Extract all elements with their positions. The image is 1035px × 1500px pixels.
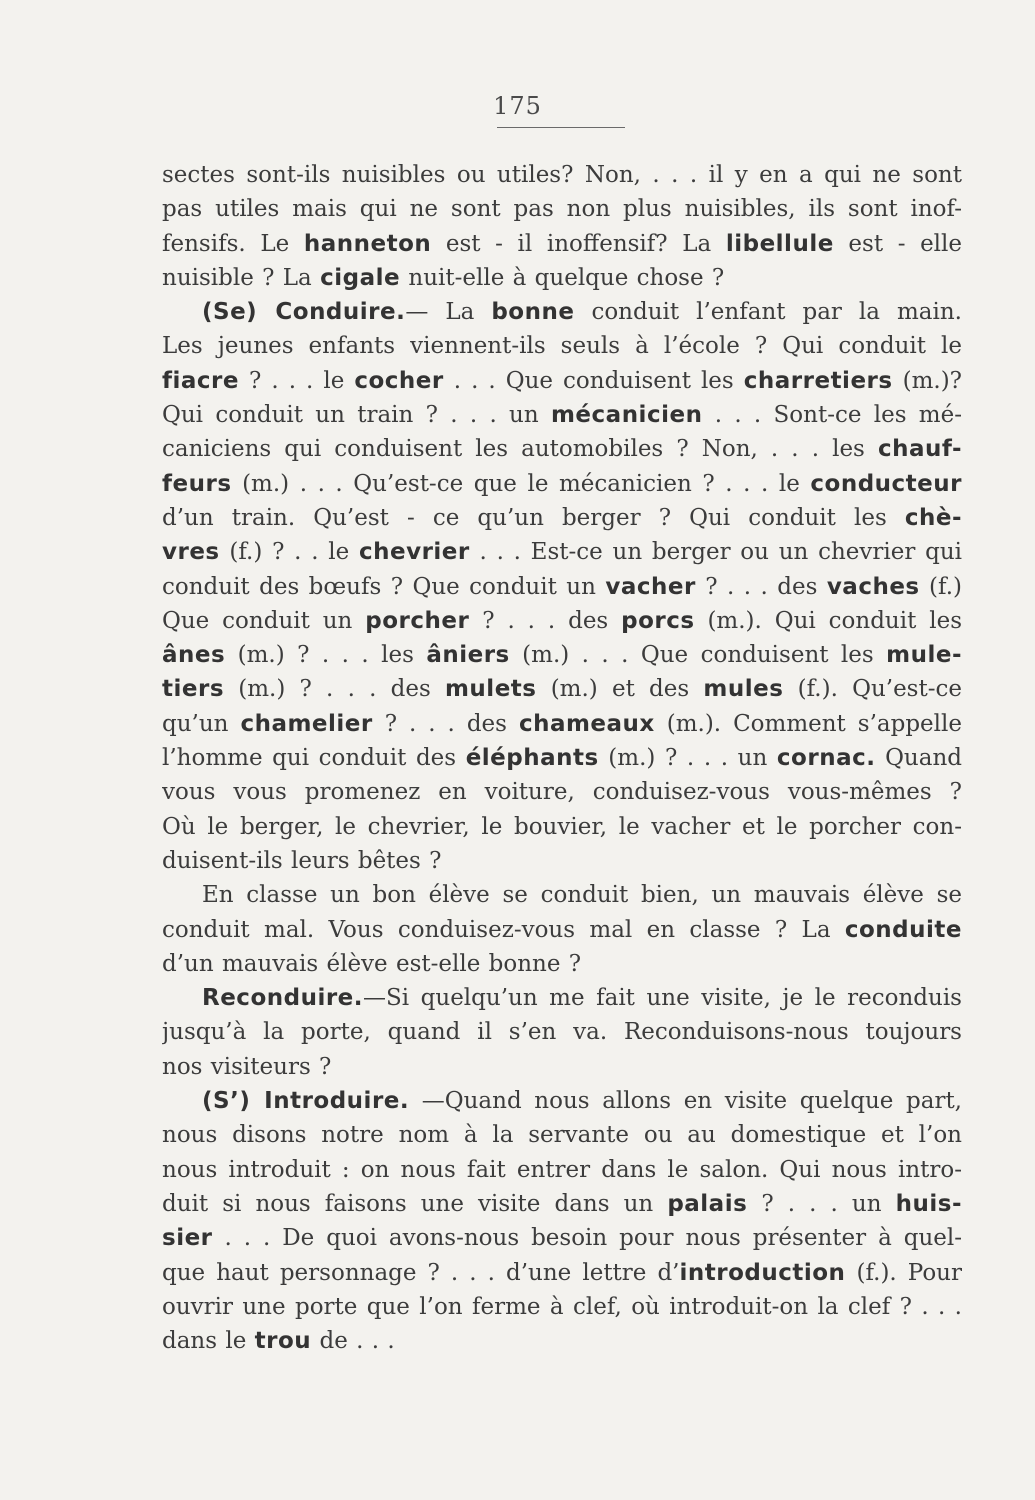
bold-term: (S’) Introduire. [202,1088,410,1115]
bold-term: cocher [354,367,444,394]
bold-term: chè- [904,504,962,531]
text-line [162,1153,962,1187]
text-run: Où le berger, le chevrier, le bouvier, le vacher et le porcher con- [162,813,962,840]
text-run: (m.) . . . Que conduisent les [509,642,887,669]
bold-term: hanneton [303,230,432,257]
text-run: d’un train. Qu’est - ce qu’un berger ? Qui conduit les [162,504,905,531]
bold-term: mules [703,676,784,703]
bold-term: tiers [162,676,225,703]
text-run: Qui conduit un train ? . . . un [162,402,551,429]
text-run: de . . . [311,1328,395,1355]
text-line [162,501,962,535]
bold-term: chamelier [240,710,373,737]
text-run: (m.). Comment s’appelle [654,710,962,737]
text-run: conduit l’enfant par la main. [574,299,962,326]
text-line [162,741,962,775]
bold-term: palais [667,1190,748,1217]
text-run: Les jeunes enfants viennent-ils seuls à l’école ? Qui conduit le [162,333,962,360]
text-line [162,295,962,329]
text-run: conduit des bœufs ? Que conduit un [162,573,606,600]
bold-term: mule- [886,642,962,669]
body-text [162,158,962,1358]
text-line [162,1050,962,1084]
text-line [162,1084,962,1118]
bold-term: conducteur [810,470,962,497]
text-line [162,981,962,1015]
bold-term: trou [254,1328,312,1355]
text-line [162,947,962,981]
text-run: nos visiteurs ? [162,1053,332,1080]
text-line [162,1187,962,1221]
bold-term: chevrier [358,539,470,566]
bold-term: charretiers [743,367,893,394]
text-run: (m.) . . . Qu’est-ce que le mécanicien ? . . . le [231,470,811,497]
text-line [162,913,962,947]
bold-term: chauf- [877,436,962,463]
bold-term: fiacre [162,367,239,394]
text-run: nous introduit : on nous fait entrer dans le salon. Qui nous intro- [162,1156,962,1183]
text-line [162,1324,962,1358]
text-run: que haut personnage ? . . . d’une lettre d’ [162,1259,680,1286]
text-run: dans le [162,1328,255,1355]
text-run: fensifs. Le [162,230,304,257]
text-run: vous vous promenez en voiture, conduisez-vous vous-mêmes ? [162,779,962,806]
text-line [162,398,962,432]
bold-term: vacher [605,573,696,600]
text-line [162,1290,962,1324]
text-line [162,707,962,741]
text-run: (f.). Qu’est-ce [783,676,962,703]
text-line [162,1015,962,1049]
text-run: pas utiles mais qui ne sont pas non plus nuisibles, ils sont inof- [162,196,962,223]
text-run: (m.) ? . . . les [225,642,427,669]
text-run: (m.) ? . . . des [224,676,445,703]
text-run: (f.). Pour [845,1259,962,1286]
text-run: . . . Est-ce un berger ou un chevrier qui [469,539,962,566]
text-run: (f.) [919,573,962,600]
text-line [162,364,962,398]
text-run: est - elle [833,230,962,257]
text-line [162,672,962,706]
bold-term: (Se) Conduire. [202,299,406,326]
text-line [162,1118,962,1152]
text-line [162,638,962,672]
text-run: Que conduit un [162,607,366,634]
bold-term: âniers [426,642,510,669]
bold-term: éléphants [465,745,599,772]
text-run: duit si nous faisons une visite dans un [162,1190,668,1217]
text-run: ? . . . des [695,573,827,600]
bold-term: ânes [162,642,226,669]
bold-term: mulets [444,676,537,703]
text-run: est - il inoffensif? La [431,230,726,257]
bold-term: vres [162,539,220,566]
text-line [162,570,962,604]
bold-term: Reconduire. [202,985,364,1012]
text-run: . . . Sont-ce les mé- [702,402,962,429]
text-line [162,467,962,501]
text-run: nuisible ? La [162,264,321,291]
bold-term: cigale [320,264,401,291]
bold-term: chameaux [518,710,655,737]
text-run: nous disons notre nom à la servante ou au domestique et l’on [162,1122,962,1149]
text-line [162,604,962,638]
header-rule [497,127,625,128]
text-run: nuit-elle à quelque chose ? [400,264,725,291]
bold-term: sier [162,1225,213,1252]
text-line [162,158,962,192]
bold-term: introduction [679,1259,846,1286]
text-line [162,535,962,569]
text-line [162,227,962,261]
text-line [162,844,962,878]
text-line [162,261,962,295]
bold-term: feurs [162,470,232,497]
text-line [162,1221,962,1255]
text-run: (m.)? [892,367,962,394]
text-run: (m.) et des [536,676,704,703]
text-run: Quand [875,745,962,772]
text-run: qu’un [162,710,241,737]
page-number: 175 [493,92,542,120]
text-run: ? . . . des [372,710,519,737]
bold-term: porcs [621,607,695,634]
text-run: (m.). Qui conduit les [694,607,962,634]
text-run: ? . . . des [469,607,622,634]
text-run: (m.) ? . . . un [598,745,777,772]
bold-term: vaches [826,573,920,600]
bold-term: huis- [895,1190,962,1217]
bold-term: libellule [725,230,834,257]
text-run: l’homme qui conduit des [162,745,466,772]
text-run: caniciens qui conduisent les automobiles ? Non, . . . les [162,436,878,463]
text-run: . . . De quoi avons-nous besoin pour nous présenter à quel- [212,1225,962,1252]
text-line [162,192,962,226]
text-run: . . . Que conduisent les [443,367,744,394]
text-run: duisent-ils leurs bêtes ? [162,847,442,874]
text-run: ? . . . le [239,367,355,394]
text-run: d’un mauvais élève est-elle bonne ? [162,950,582,977]
text-run: En classe un bon élève se conduit bien, un mauvais élève se [202,882,962,909]
text-run: —Quand nous allons en visite quelque part, [409,1088,962,1115]
bold-term: bonne [491,299,575,326]
bold-term: conduite [844,916,962,943]
text-line [162,1256,962,1290]
bold-term: porcher [365,607,470,634]
text-run: conduit mal. Vous conduisez-vous mal en classe ? La [162,916,845,943]
bold-term: cornac. [776,745,876,772]
text-run: sectes sont-ils nuisibles ou utiles? Non, . . . il y en a qui ne sont [162,162,962,188]
text-line [162,810,962,844]
text-run: —Si quelqu’un me fait une visite, je le reconduis [363,985,962,1012]
text-run: ouvrir une porte que l’on ferme à clef, où introduit-on la clef ? . . . [162,1293,962,1320]
text-run: (f.) ? . . le [219,539,359,566]
text-run: ? . . . un [747,1190,896,1217]
text-line [162,432,962,466]
text-line [162,878,962,912]
text-line [162,775,962,809]
bold-term: mécanicien [550,402,703,429]
text-line [162,329,962,363]
text-run: jusqu’à la porte, quand il s’en va. Reconduisons-nous toujours [162,1019,962,1046]
text-run: — La [405,299,492,326]
